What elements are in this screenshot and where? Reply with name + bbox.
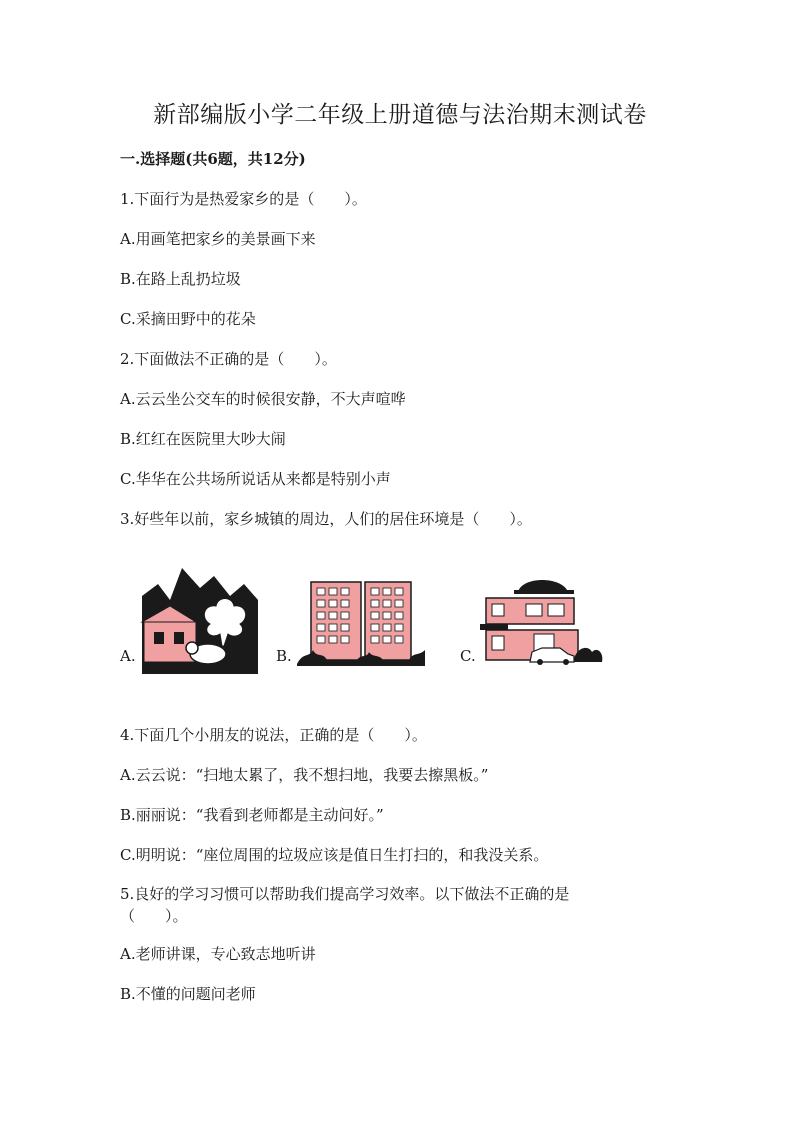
- question-1-stem: 1.下面行为是热爱家乡的是（ ）。: [120, 190, 367, 208]
- picture-option-a-label: A.: [120, 647, 136, 665]
- question-2-stem: 2.下面做法不正确的是（ ）。: [120, 350, 337, 368]
- question-4-stem: 4.下面几个小朋友的说法，正确的是（ ）。: [120, 726, 427, 744]
- question-5-option-b: B.不懂的问题问老师: [120, 985, 256, 1003]
- question-1-option-a: A.用画笔把家乡的美景画下来: [120, 230, 316, 248]
- villa-picture: [478, 574, 604, 666]
- question-2-option-b: B.红红在医院里大吵大闹: [120, 430, 286, 448]
- question-5-stem: 5.良好的学习习惯可以帮助我们提高学习效率。以下做法不正确的是: [120, 885, 570, 903]
- question-5-option-a: A.老师讲课，专心致志地听讲: [120, 945, 316, 963]
- section-heading: 一.选择题(共6题，共12分): [120, 150, 306, 168]
- question-4-option-a: A.云云说：“扫地太累了，我不想扫地，我要去擦黑板。”: [120, 766, 489, 784]
- question-1-option-b: B.在路上乱扔垃圾: [120, 270, 241, 288]
- question-4-option-c: C.明明说：“座位周围的垃圾应该是值日生打扫的，和我没关系。: [120, 846, 549, 864]
- question-4-option-b: B.丽丽说：“我看到老师都是主动问好。”: [120, 806, 384, 824]
- question-5-stem-continued: （ ）。: [120, 907, 188, 925]
- question-2-option-c: C.华华在公共场所说话从来都是特别小声: [120, 470, 391, 488]
- high-rise-buildings-picture: [297, 578, 425, 666]
- question-3-stem: 3.好些年以前，家乡城镇的周边，人们的居住环境是（ ）。: [120, 510, 532, 528]
- picture-option-b-label: B.: [276, 647, 292, 665]
- question-2-option-a: A.云云坐公交车的时候很安静，不大声喧哗: [120, 390, 406, 408]
- picture-option-c-label: C.: [460, 647, 476, 665]
- village-house-picture: [140, 566, 260, 676]
- page-title: 新部编版小学二年级上册道德与法治期末测试卷: [153, 102, 647, 128]
- question-1-option-c: C.采摘田野中的花朵: [120, 310, 256, 328]
